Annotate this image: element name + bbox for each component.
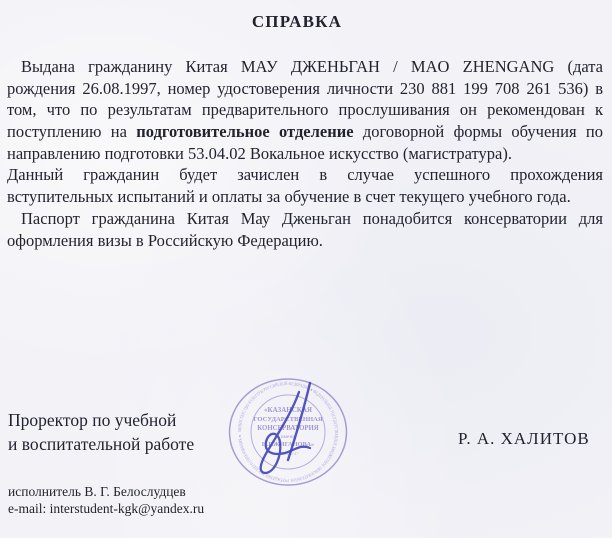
body-line-4 — [7, 121, 603, 143]
stamp-ring-text: МИНИСТЕРСТВО КУЛЬТУРЫ РОССИЙСКОЙ ФЕДЕРАЦИИ ● ФЕДЕРАЛЬНОЕ ГОСУДАРСТВЕННОЕ БЮДЖЕТНОЕ ОБРАЗОВАТЕЛЬНОЕ УЧРЕЖДЕНИЕ ВЫСШЕГО ОБРАЗОВАНИЯ ● — [236, 380, 340, 484]
stamp-center-line-1: «КАЗАНСКАЯ — [264, 406, 312, 414]
signatory-name: Р. А. ХАЛИТОВ — [458, 429, 590, 448]
stamp-center-line-2: ГОСУДАРСТВЕННАЯ — [253, 416, 323, 423]
official-stamp — [226, 376, 350, 490]
stamp-center-line-4: имени — [280, 434, 296, 440]
body-line-4-pre: поступлению на — [7, 122, 137, 142]
body-line-4-post: договорной формы обучения по — [353, 122, 603, 142]
body-line-1: Выдана гражданину Китая МАУ ДЖЕНЬГАН / MAO ZHENGANG (дата — [21, 57, 603, 76]
stamp-center-line-5: Н.Г.ЖИГАНОВА» — [261, 441, 315, 448]
document-body — [7, 56, 603, 251]
body-line-9: оформления визы в Российскую Федерацию. — [7, 230, 323, 250]
signatory-role — [8, 408, 194, 456]
body-line-6: Данный гражданин будет зачислен в случае успешного прохождения — [7, 165, 603, 185]
body-line-7: вступительных испытаний и оплаты за обучение в счет текущего учебного года. — [7, 187, 571, 207]
body-line-8: Паспорт гражданина Китая Мау Дженьган понадобится консерватории для — [21, 208, 603, 228]
stamp-center-line-3: КОНСЕРВАТОРИЯ — [257, 425, 319, 432]
stamp-number: 1655826-47 — [277, 451, 299, 456]
body-line-5: направлению подготовки 53.04.02 Вокальное искусство (магистратура). — [7, 143, 512, 163]
body-line-2: рождения 26.08.1997, номер удостоверения личности 230 881 199 708 261 536) в — [7, 78, 603, 98]
executor-email: e-mail: interstudent-kgk@yandex.ru — [8, 500, 205, 516]
signatory-role-line-1: Проректор по учебной — [8, 410, 177, 430]
body-line-4-bold: подготовительное отделение — [136, 122, 354, 142]
executor-info — [8, 484, 204, 517]
signatory-role-line-2: и воспитательной работе — [8, 434, 195, 454]
body-line-3: том, что по результатам предварительного прослушивания он рекомендован к — [7, 100, 603, 120]
document-title: СПРАВКА — [251, 12, 343, 31]
executor-name: исполнитель В. Г. Белослудцев — [8, 484, 186, 499]
